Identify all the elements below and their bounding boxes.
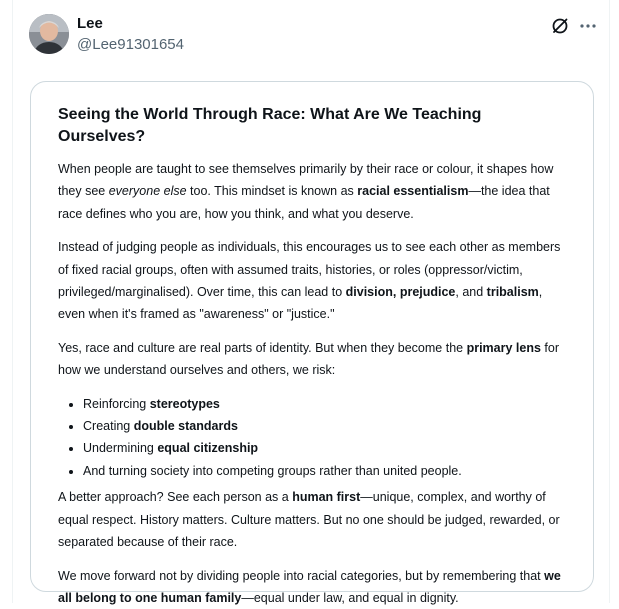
list-item: • And turning society into competing groups rather than united people. xyxy=(83,460,566,482)
author-name[interactable]: Lee xyxy=(77,15,103,32)
author-handle[interactable]: @Lee91301654 xyxy=(77,36,184,53)
avatar-photo xyxy=(29,14,69,54)
list-item: • Undermining equal citizenship xyxy=(83,437,566,459)
article-paragraph-4: A better approach? See each person as a human first—unique, complex, and worthy of equal respect. History matters. Culture matters. But no one should be judged, rewarded, or separated because of their race. xyxy=(58,486,566,553)
article-card[interactable] xyxy=(30,81,594,592)
article-paragraph-3: Yes, race and culture are real parts of identity. But when they become the primary lens for how we understand ourselves and others, we risk: xyxy=(58,337,566,382)
list-item: • Creating double standards xyxy=(83,415,566,437)
avatar[interactable] xyxy=(29,14,69,54)
list-item: • Reinforcing stereotypes xyxy=(83,393,566,415)
article-paragraph-2: Instead of judging people as individuals, this encourages us to see each other as members of fixed racial groups, often with assumed traits, histories, or roles (oppressor/victim, privileged/marginalised). Over time, this can lead to division, prejudice, and tribalism, even when it's framed as "awareness" or "justice." xyxy=(58,236,566,326)
article-paragraph-1: When people are taught to see themselves primarily by their race or colour, it shapes how they see everyone else too. This mindset is known as racial essentialism—the idea that race defines who you are, how you think, and what you deserve. xyxy=(58,158,566,225)
grok-icon[interactable] xyxy=(550,16,570,36)
more-dots-icon[interactable] xyxy=(578,16,598,36)
article-title: Seeing the World Through Race: What Are We Teaching Ourselves? xyxy=(58,104,566,148)
article-paragraph-5: We move forward not by dividing people into racial categories, but by remembering that we all belong to one human family—equal under law, and equal in dignity. xyxy=(58,565,566,609)
risk-list xyxy=(58,393,566,483)
